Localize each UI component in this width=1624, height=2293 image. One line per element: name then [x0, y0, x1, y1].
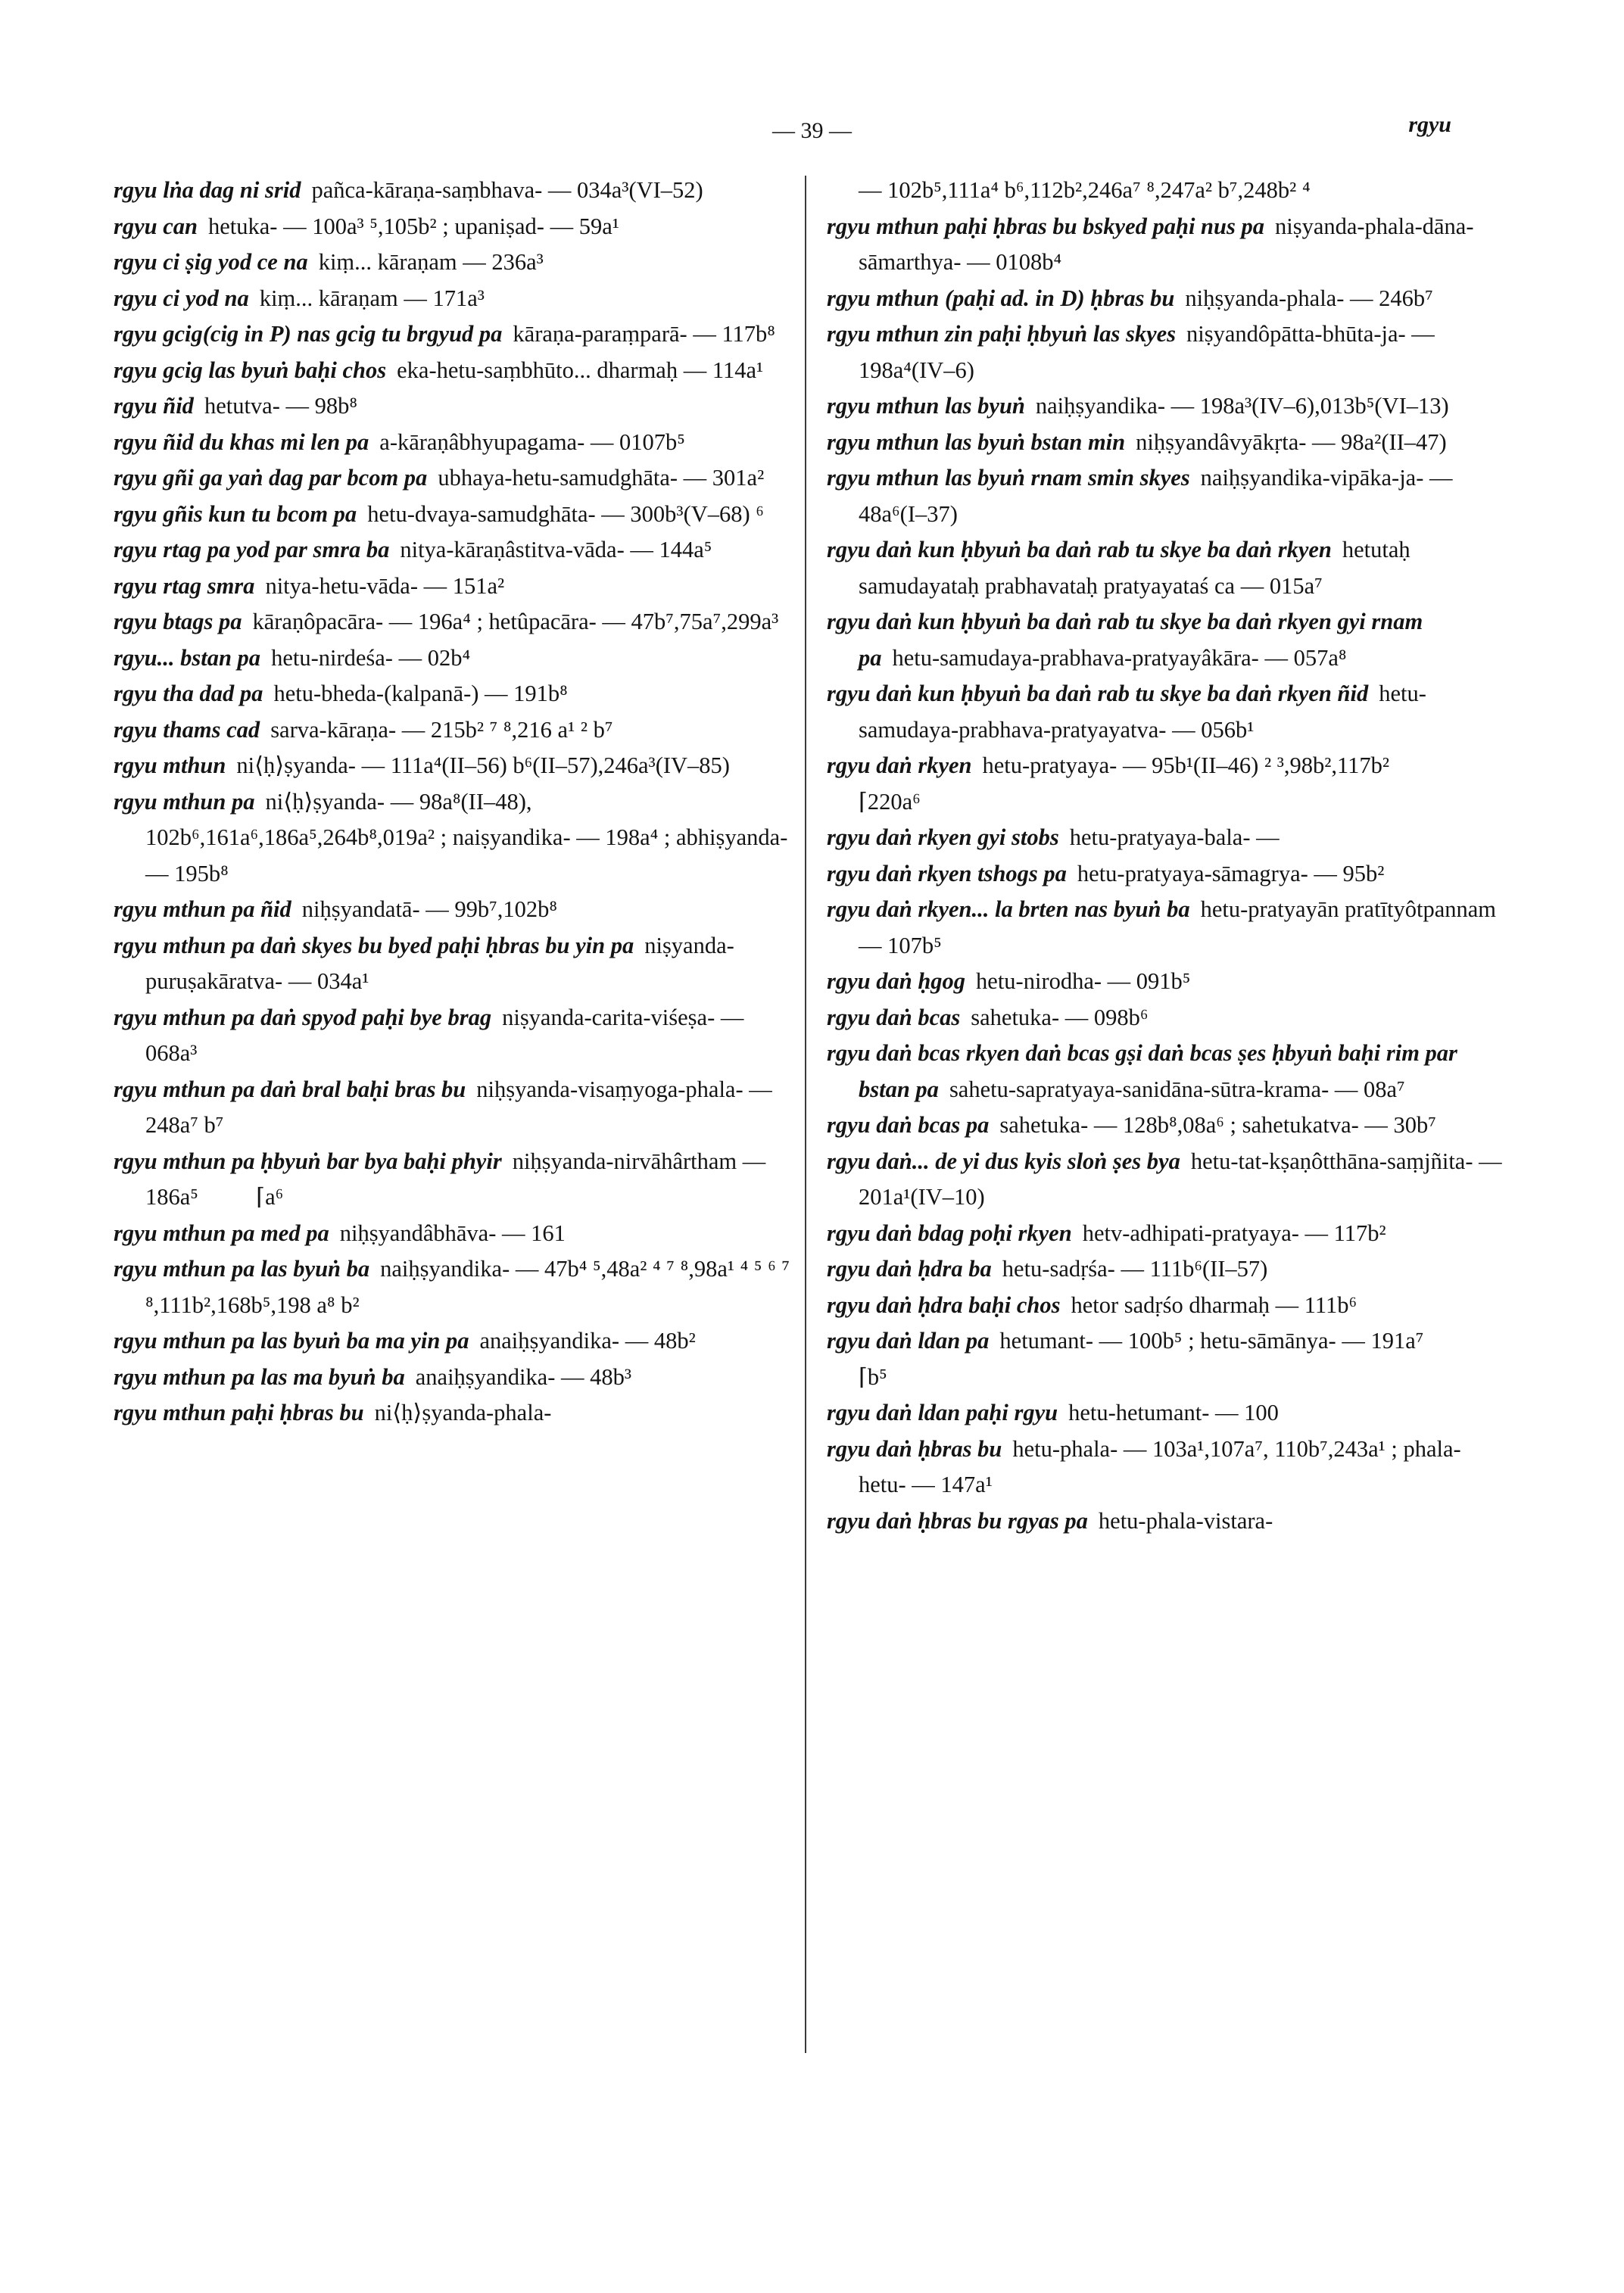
- dictionary-entry: [114, 281, 801, 317]
- entry-headword: rgyu daṅ bcas: [827, 1004, 961, 1030]
- entry-definition: hetu-pratyaya-bala- —: [1069, 824, 1280, 850]
- entry-definition: kiṃ... kāraṇam — 171a³: [259, 285, 485, 311]
- entry-headword: rgyu mthun zin paḥi ḥbyuṅ las skyes: [827, 321, 1177, 347]
- entry-headword: rgyu mthun pa ḥbyuṅ bar bya baḥi phyir: [114, 1148, 502, 1174]
- dictionary-entry: [827, 1288, 1504, 1324]
- entry-headword: rgyu daṅ ḥbras bu: [827, 1435, 1002, 1462]
- dictionary-entry: [827, 1000, 1504, 1036]
- entry-definition: hetu-sadṛśa- — 111b⁶(II–57): [1002, 1256, 1268, 1282]
- dictionary-entry: [114, 748, 801, 784]
- entry-headword: rgyu can: [114, 213, 198, 239]
- entry-definition: niḥṣyanda-phala- — 246b⁷: [1185, 285, 1433, 311]
- dictionary-entry: [114, 784, 801, 893]
- page-number: — 39 —: [772, 118, 852, 143]
- entry-definition: niṣyanda-puruṣakāratva- — 034a¹: [145, 932, 734, 994]
- entry-definition: naiḥṣyandika- — 198a³(IV–6),013b⁵(VI–13): [1035, 393, 1449, 419]
- entry-headword: rgyu mthun las byuṅ bstan min: [827, 428, 1126, 455]
- entry-definition: hetumant- — 100b⁵ ; hetu-sāmānya- — 191a⁷ ⌈b⁵: [859, 1328, 1482, 1390]
- dictionary-entry: [827, 1323, 1504, 1395]
- dictionary-entry: [827, 964, 1504, 1000]
- dictionary-entry: [114, 1323, 801, 1360]
- entry-headword: rgyu gñi ga yaṅ dag par bcom pa: [114, 465, 428, 491]
- entry-definition: sarva-kāraṇa- — 215b² ⁷ ⁸,216 a¹ ² b⁷: [270, 716, 613, 743]
- column-divider: [805, 176, 806, 2053]
- entry-definition: a-kāraṇâbhyupagama- — 0107b⁵: [379, 428, 685, 455]
- dictionary-entry: [827, 460, 1504, 532]
- dictionary-entry: [827, 1395, 1504, 1432]
- entry-definition: anaiḥṣyandika- — 48b³: [415, 1363, 632, 1390]
- entry-headword: rgyu btags pa: [114, 609, 242, 634]
- entry-definition: hetu-phala- — 103a¹,107a⁷, 110b⁷,243a¹ ; phala-hetu- — 147a¹: [859, 1435, 1461, 1497]
- dictionary-entry: [827, 1216, 1504, 1252]
- entry-definition: niṣyandôpātta-bhūta-ja- — 198a⁴(IV–6): [859, 321, 1441, 383]
- entry-definition: eka-hetu-saṃbhūto... dharmaḥ — 114a¹: [397, 357, 764, 383]
- entry-definition: niṣyanda-carita-viśeṣa- — 068a³: [145, 1004, 750, 1066]
- entry-headword: rgyu mthun las byuṅ: [827, 393, 1025, 419]
- dictionary-entry: [114, 1072, 801, 1144]
- entry-definition: hetor sadṛśo dharmaḥ — 111b⁶: [1071, 1291, 1357, 1318]
- entry-definition: hetv-adhipati-pratyaya- — 117b²: [1082, 1220, 1386, 1246]
- entry-headword: rgyu daṅ bcas rkyen daṅ bcas gṣi daṅ bcas ṣes ḥbyuṅ baḥi rim par bstan pa: [827, 1040, 1457, 1102]
- dictionary-entry: [114, 1360, 801, 1396]
- dictionary-entry: [827, 1251, 1504, 1288]
- entry-headword: rgyu tha dad pa: [114, 681, 263, 706]
- entry-headword: rgyu daṅ kun ḥbyuṅ ba daṅ rab tu skye ba daṅ rkyen: [827, 537, 1332, 562]
- entry-definition: ni⟨ḥ⟩ṣyanda-phala-: [374, 1400, 552, 1425]
- entry-definition: nitya-hetu-vāda- — 151a²: [265, 572, 505, 599]
- entry-headword: rgyu mthun (paḥi ad. in D) ḥbras bu: [827, 285, 1175, 311]
- dictionary-entry: [114, 316, 801, 353]
- entry-definition: sahetu-sapratyaya-sanidāna-sūtra-krama- — 08a⁷: [949, 1076, 1405, 1102]
- entry-headword: rgyu daṅ rkyen tshogs pa: [827, 860, 1067, 886]
- dictionary-entry: [827, 1432, 1504, 1503]
- entry-headword: rgyu mthun pa daṅ skyes bu byed paḥi ḥbras bu yin pa: [114, 932, 634, 958]
- entry-headword: rgyu mthun pa las ma byuṅ ba: [114, 1363, 405, 1390]
- entry-definition: anaiḥṣyandika- — 48b²: [479, 1328, 696, 1354]
- entry-headword: rgyu ci yod na: [114, 285, 249, 311]
- running-head: rgyu: [1408, 112, 1451, 137]
- entry-definition: hetu-pratyayān pratītyôtpannam — 107b⁵: [859, 896, 1502, 958]
- dictionary-entry: [114, 604, 801, 640]
- entry-definition: sahetuka- — 128b⁸,08a⁶ ; sahetukatva- — 30b⁷: [999, 1112, 1436, 1138]
- entry-definition: hetu-bheda-(kalpanā-) — 191b⁸: [273, 681, 568, 706]
- dictionary-entry: [114, 569, 801, 605]
- entry-headword: rgyu daṅ ldan pa: [827, 1328, 990, 1354]
- entry-definition: hetu-nirodha- — 091b⁵: [976, 968, 1191, 994]
- entry-headword: rgyu daṅ... de yi dus kyis sloṅ ṣes bya: [827, 1148, 1180, 1174]
- dictionary-entry: [114, 460, 801, 497]
- dictionary-entry: [114, 1251, 801, 1323]
- entry-definition: niṣyanda-phala-dāna-sāmarthya- — 0108b⁴: [859, 213, 1474, 275]
- dictionary-entry: [114, 1216, 801, 1252]
- dictionary-entry: [827, 316, 1504, 388]
- left-column: [114, 173, 801, 1432]
- dictionary-entry: [114, 1395, 801, 1432]
- entry-headword: rgyu daṅ kun ḥbyuṅ ba daṅ rab tu skye ba daṅ rkyen ñid: [827, 681, 1369, 706]
- dictionary-entry: [827, 748, 1504, 820]
- right-column: [827, 173, 1508, 1539]
- dictionary-entry: [827, 676, 1504, 748]
- dictionary-entry: [114, 353, 801, 389]
- entry-definition: niḥṣyandâbhāva- — 161: [339, 1220, 566, 1246]
- entry-headword: rgyu... bstan pa: [114, 644, 261, 671]
- entry-headword: rgyu daṅ rkyen... la brten nas byuṅ ba: [827, 896, 1190, 922]
- dictionary-entry: [827, 892, 1504, 964]
- entry-definition: pañca-kāraṇa-saṃbhava- — 034a³(VI–52): [311, 177, 703, 203]
- entry-headword: rgyu mthun paḥi ḥbras bu: [114, 1400, 364, 1425]
- dictionary-entry: [827, 1144, 1508, 1216]
- entry-definition: nitya-kāraṇâstitva-vāda- — 144a⁵: [400, 537, 712, 562]
- dictionary-entry: [114, 892, 801, 928]
- entry-headword: rgyu daṅ ldan paḥi rgyu: [827, 1400, 1058, 1425]
- entry-headword: rgyu mthun pa daṅ bral baḥi bras bu: [114, 1076, 466, 1102]
- dictionary-entry: [827, 604, 1504, 676]
- entry-headword: rgyu daṅ ḥgog: [827, 968, 966, 994]
- dictionary-entry: [827, 209, 1504, 281]
- dictionary-entry: [827, 1036, 1504, 1108]
- dictionary-entry: [114, 676, 801, 712]
- entry-headword: rgyu rtag pa yod par smra ba: [114, 537, 390, 562]
- entry-definition: kāraṇa-paraṃparā- — 117b⁸: [513, 321, 775, 347]
- entry-definition: kāraṇôpacāra- — 196a⁴ ; hetûpacāra- — 47b⁷,75a⁷,299a³: [252, 609, 779, 634]
- entry-definition: hetu-phala-vistara-: [1098, 1507, 1273, 1534]
- entry-headword: rgyu mthun pa las byuṅ ba: [114, 1256, 370, 1282]
- entry-definition: niḥṣyanda-visaṃyoga-phala- — 248a⁷ b⁷: [145, 1076, 778, 1138]
- entry-headword: rgyu mthun pa las byuṅ ba ma yin pa: [114, 1328, 469, 1354]
- entry-headword: rgyu daṅ ḥdra baḥi chos: [827, 1291, 1061, 1318]
- entry-headword: rgyu gcig(cig in P) nas gcig tu brgyud pa: [114, 321, 503, 347]
- dictionary-entry: [114, 425, 801, 461]
- entry-headword: rgyu mthun pa daṅ spyod paḥi bye brag: [114, 1004, 492, 1030]
- entry-definition: hetu-pratyaya- — 95b¹(II–46) ² ³,98b²,117b² ⌈220a⁶: [859, 752, 1448, 815]
- entry-definition: kiṃ... kāraṇam — 236a³: [318, 249, 544, 275]
- entry-definition: hetu-tat-kṣaṇôtthāna-saṃjñita- — 201a¹(IV–10): [859, 1148, 1508, 1210]
- dictionary-entry: [114, 640, 801, 677]
- dictionary-entry: [114, 1000, 801, 1072]
- dictionary-entry: [827, 388, 1504, 425]
- entry-headword: rgyu daṅ kun ḥbyuṅ ba daṅ rab tu skye ba daṅ rkyen gyi rnam pa: [827, 609, 1423, 671]
- entry-headword: rgyu daṅ rkyen gyi stobs: [827, 824, 1059, 850]
- entry-definition: ni⟨ḥ⟩ṣyanda- — 111a⁴(II–56) b⁶(II–57),246a³(IV–85): [236, 752, 730, 778]
- entry-headword: rgyu thams cad: [114, 716, 260, 743]
- dictionary-entry: [114, 928, 801, 1000]
- dictionary-entry: [827, 856, 1504, 893]
- entry-definition: hetu-samudaya-prabhava-pratyayatva- — 056b¹: [859, 681, 1426, 743]
- entry-headword: rgyu daṅ ḥbras bu rgyas pa: [827, 1507, 1088, 1534]
- dictionary-entry: [114, 388, 801, 425]
- entry-headword: rgyu ci ṣig yod ce na: [114, 249, 308, 275]
- entry-headword: rgyu ñid: [114, 393, 194, 419]
- dictionary-entry: [114, 209, 801, 245]
- entry-headword: rgyu daṅ rkyen: [827, 752, 972, 778]
- entry-headword: rgyu gcig las byuṅ baḥi chos: [114, 357, 387, 383]
- dictionary-entry: [114, 1144, 801, 1216]
- dictionary-entry: [114, 245, 801, 281]
- entry-definition: sahetuka- — 098b⁶: [971, 1004, 1149, 1030]
- dictionary-entry: [827, 1108, 1504, 1144]
- dictionary-entry: [827, 1503, 1504, 1540]
- dictionary-entry: [114, 712, 801, 749]
- entry-definition: hetu-pratyaya-sāmagrya- — 95b²: [1077, 860, 1385, 886]
- entry-definition: hetutva- — 98b⁸: [204, 393, 357, 419]
- entry-definition: hetuka- — 100a³ ⁵,105b² ; upaniṣad- — 59a¹: [208, 213, 619, 239]
- entry-headword: rgyu mthun pa: [114, 788, 255, 815]
- entry-headword: rgyu mthun pa med pa: [114, 1220, 329, 1246]
- continuation-line: — 102b⁵,111a⁴ b⁶,112b²,246a⁷ ⁸,247a² b⁷,248b² ⁴: [859, 177, 1311, 203]
- entry-definition: hetu-samudaya-prabhava-pratyayâkāra- — 057a⁸: [892, 644, 1347, 671]
- entry-definition: naiḥṣyandika- — 47b⁴ ⁵,48a² ⁴ ⁷ ⁸,98a¹ ⁴ ⁵ ⁶ ⁷ ⁸,111b²,168b⁵,198 a⁸ b²: [145, 1256, 796, 1318]
- entry-headword: rgyu mthun paḥi ḥbras bu bskyed paḥi nus pa: [827, 213, 1264, 239]
- entry-headword: rgyu daṅ bcas pa: [827, 1112, 990, 1138]
- entry-definition: hetu-nirdeśa- — 02b⁴: [271, 644, 471, 671]
- entry-definition: hetu-dvaya-samudghāta- — 300b³(V–68) ⁶: [367, 500, 764, 527]
- dictionary-entry: [827, 425, 1504, 461]
- entry-headword: rgyu daṅ ḥdra ba: [827, 1256, 992, 1282]
- dictionary-entry: [827, 532, 1504, 604]
- entry-definition: niḥṣyandâvyākṛta- — 98a²(II–47): [1136, 428, 1447, 455]
- entry-headword: rgyu rtag smra: [114, 572, 255, 599]
- entry-definition: hetutaḥ samudayataḥ prabhavataḥ pratyayataś ca — 015a⁷: [859, 537, 1417, 599]
- entry-headword: rgyu mthun pa ñid: [114, 896, 291, 922]
- entry-definition: ubhaya-hetu-samudghāta- — 301a²: [438, 465, 765, 491]
- entry-headword: rgyu lṅa dag ni srid: [114, 177, 301, 203]
- entry-headword: rgyu mthun: [114, 752, 226, 778]
- entry-definition: niḥṣyanda-nirvāhârtham — 186a⁵ ⌈a⁶: [145, 1148, 771, 1210]
- entry-definition: hetu-hetumant- — 100: [1068, 1400, 1279, 1425]
- dictionary-entry: [114, 532, 801, 569]
- dictionary-entry: [827, 820, 1504, 856]
- entry-headword: rgyu gñis kun tu bcom pa: [114, 500, 357, 527]
- entry-definition: niḥṣyandatā- — 99b⁷,102b⁸: [301, 896, 558, 922]
- entry-headword: rgyu mthun las byuṅ rnam smin skyes: [827, 465, 1190, 491]
- entry-definition: naiḥṣyandika-vipāka-ja- — 48a⁶(I–37): [859, 465, 1459, 527]
- entry-headword: rgyu ñid du khas mi len pa: [114, 428, 369, 455]
- entry-headword: rgyu daṅ bdag poḥi rkyen: [827, 1220, 1072, 1246]
- dictionary-entry: [114, 173, 801, 209]
- dictionary-entry: [827, 281, 1504, 317]
- entry-definition: ni⟨ḥ⟩ṣyanda- — 98a⁸(II–48), 102b⁶,161a⁶,186a⁵,264b⁸,019a² ; naiṣyandika- — 198a⁴ ; abhiṣyanda- — 195b⁸: [145, 788, 793, 886]
- dictionary-entry: [114, 497, 801, 533]
